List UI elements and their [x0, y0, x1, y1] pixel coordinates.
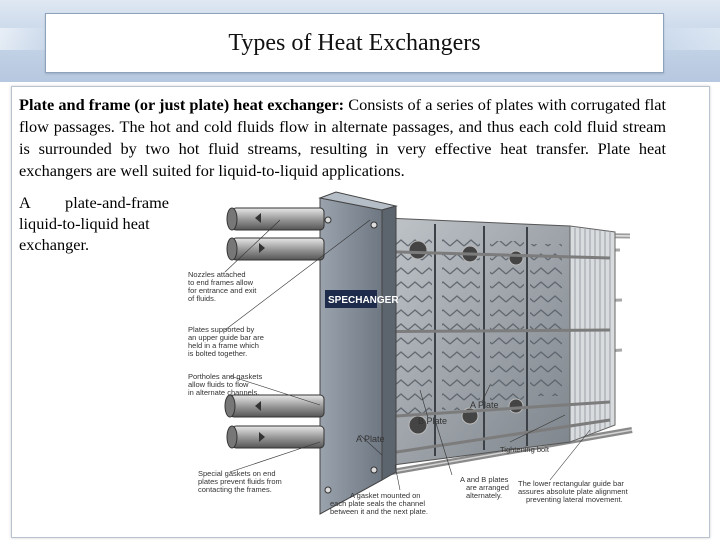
callout-nozzles-line-4: of fluids. [188, 294, 216, 303]
callout-mounted-line-3: between it and the next plate. [330, 507, 428, 516]
figure-caption [19, 192, 169, 255]
callout-nozzles-line-1: Nozzles attached [188, 270, 246, 279]
callout-plates-line-1: Plates supported by [188, 325, 255, 334]
callout-mounted-line-2: each plate seals the channel [330, 499, 426, 508]
callout-plates-line-3: held in a frame which [188, 341, 259, 350]
brand-plate-text: SPECHANGER [328, 295, 399, 306]
body-paragraph [19, 94, 666, 182]
caption-word-2: plate-and-frame [65, 193, 169, 212]
callout-plates-line-4: is bolted together. [188, 349, 248, 358]
callout-nozzles [188, 270, 257, 303]
callout-plates-supported [188, 325, 264, 358]
caption-word-1: A [19, 193, 31, 212]
callout-portholes-line-2: allow fluids to flow [188, 380, 249, 389]
callout-guide-line-1: The lower rectangular guide bar [518, 479, 624, 488]
body-lead: Plate and frame (or just plate) heat exchanger: [19, 95, 345, 114]
callout-gaskets-line-2: plates prevent fluids from [198, 477, 282, 486]
callout-nozzles-line-3: for entrance and exit [188, 286, 257, 295]
callout-guide-line-3: preventing lateral movement. [526, 495, 623, 504]
callout-mounted-line-1: A gasket mounted on [350, 491, 421, 500]
callout-tightening-bolt: Tightening bolt [500, 445, 549, 454]
end-frame [320, 192, 399, 514]
caption-line-2: liquid-to-liquid heat [19, 214, 150, 233]
slide-title: Types of Heat Exchangers [228, 29, 481, 56]
plate-heat-exchanger-illustration [170, 180, 640, 532]
callout-a-plate-top: A Plate [470, 400, 499, 410]
caption-line-3: exchanger. [19, 235, 90, 254]
callout-ab-line-3: alternately. [466, 491, 503, 500]
callout-ab-line-1: A and B plates [460, 475, 509, 484]
callout-portholes-line-3: in alternate channels. [188, 388, 260, 397]
callout-b-plate: B Plate [418, 416, 448, 426]
callout-guide-line-2: assures absolute plate alignment [518, 487, 628, 496]
callout-special-gaskets [198, 469, 282, 494]
callout-portholes-line-1: Portholes and gaskets [188, 372, 263, 381]
body-text: Consists of a series of plates with corrugated flat flow passages. The hot and cold fluids flow in alternate passages, and thus each cold fluid stream is surrounded by two hot fluid streams, resulting in very effective heat transfer. Plate heat exchangers are well suited for liquid-to-liquid applications. [19, 95, 666, 180]
slide-title-box [45, 13, 664, 73]
callout-ab-line-2: are arranged [466, 483, 509, 492]
callout-gaskets-line-1: Special gaskets on end [198, 469, 276, 478]
callout-nozzles-line-2: to end frames allow [188, 278, 254, 287]
callout-portholes [188, 372, 262, 397]
callout-ab-plates [460, 475, 509, 500]
callout-plates-line-2: an upper guide bar are [188, 333, 264, 342]
callout-a-plate-bottom: A Plate [356, 434, 385, 444]
callout-gaskets-line-3: contacting the frames. [198, 485, 272, 494]
callout-lower-guide-bar [518, 479, 629, 504]
